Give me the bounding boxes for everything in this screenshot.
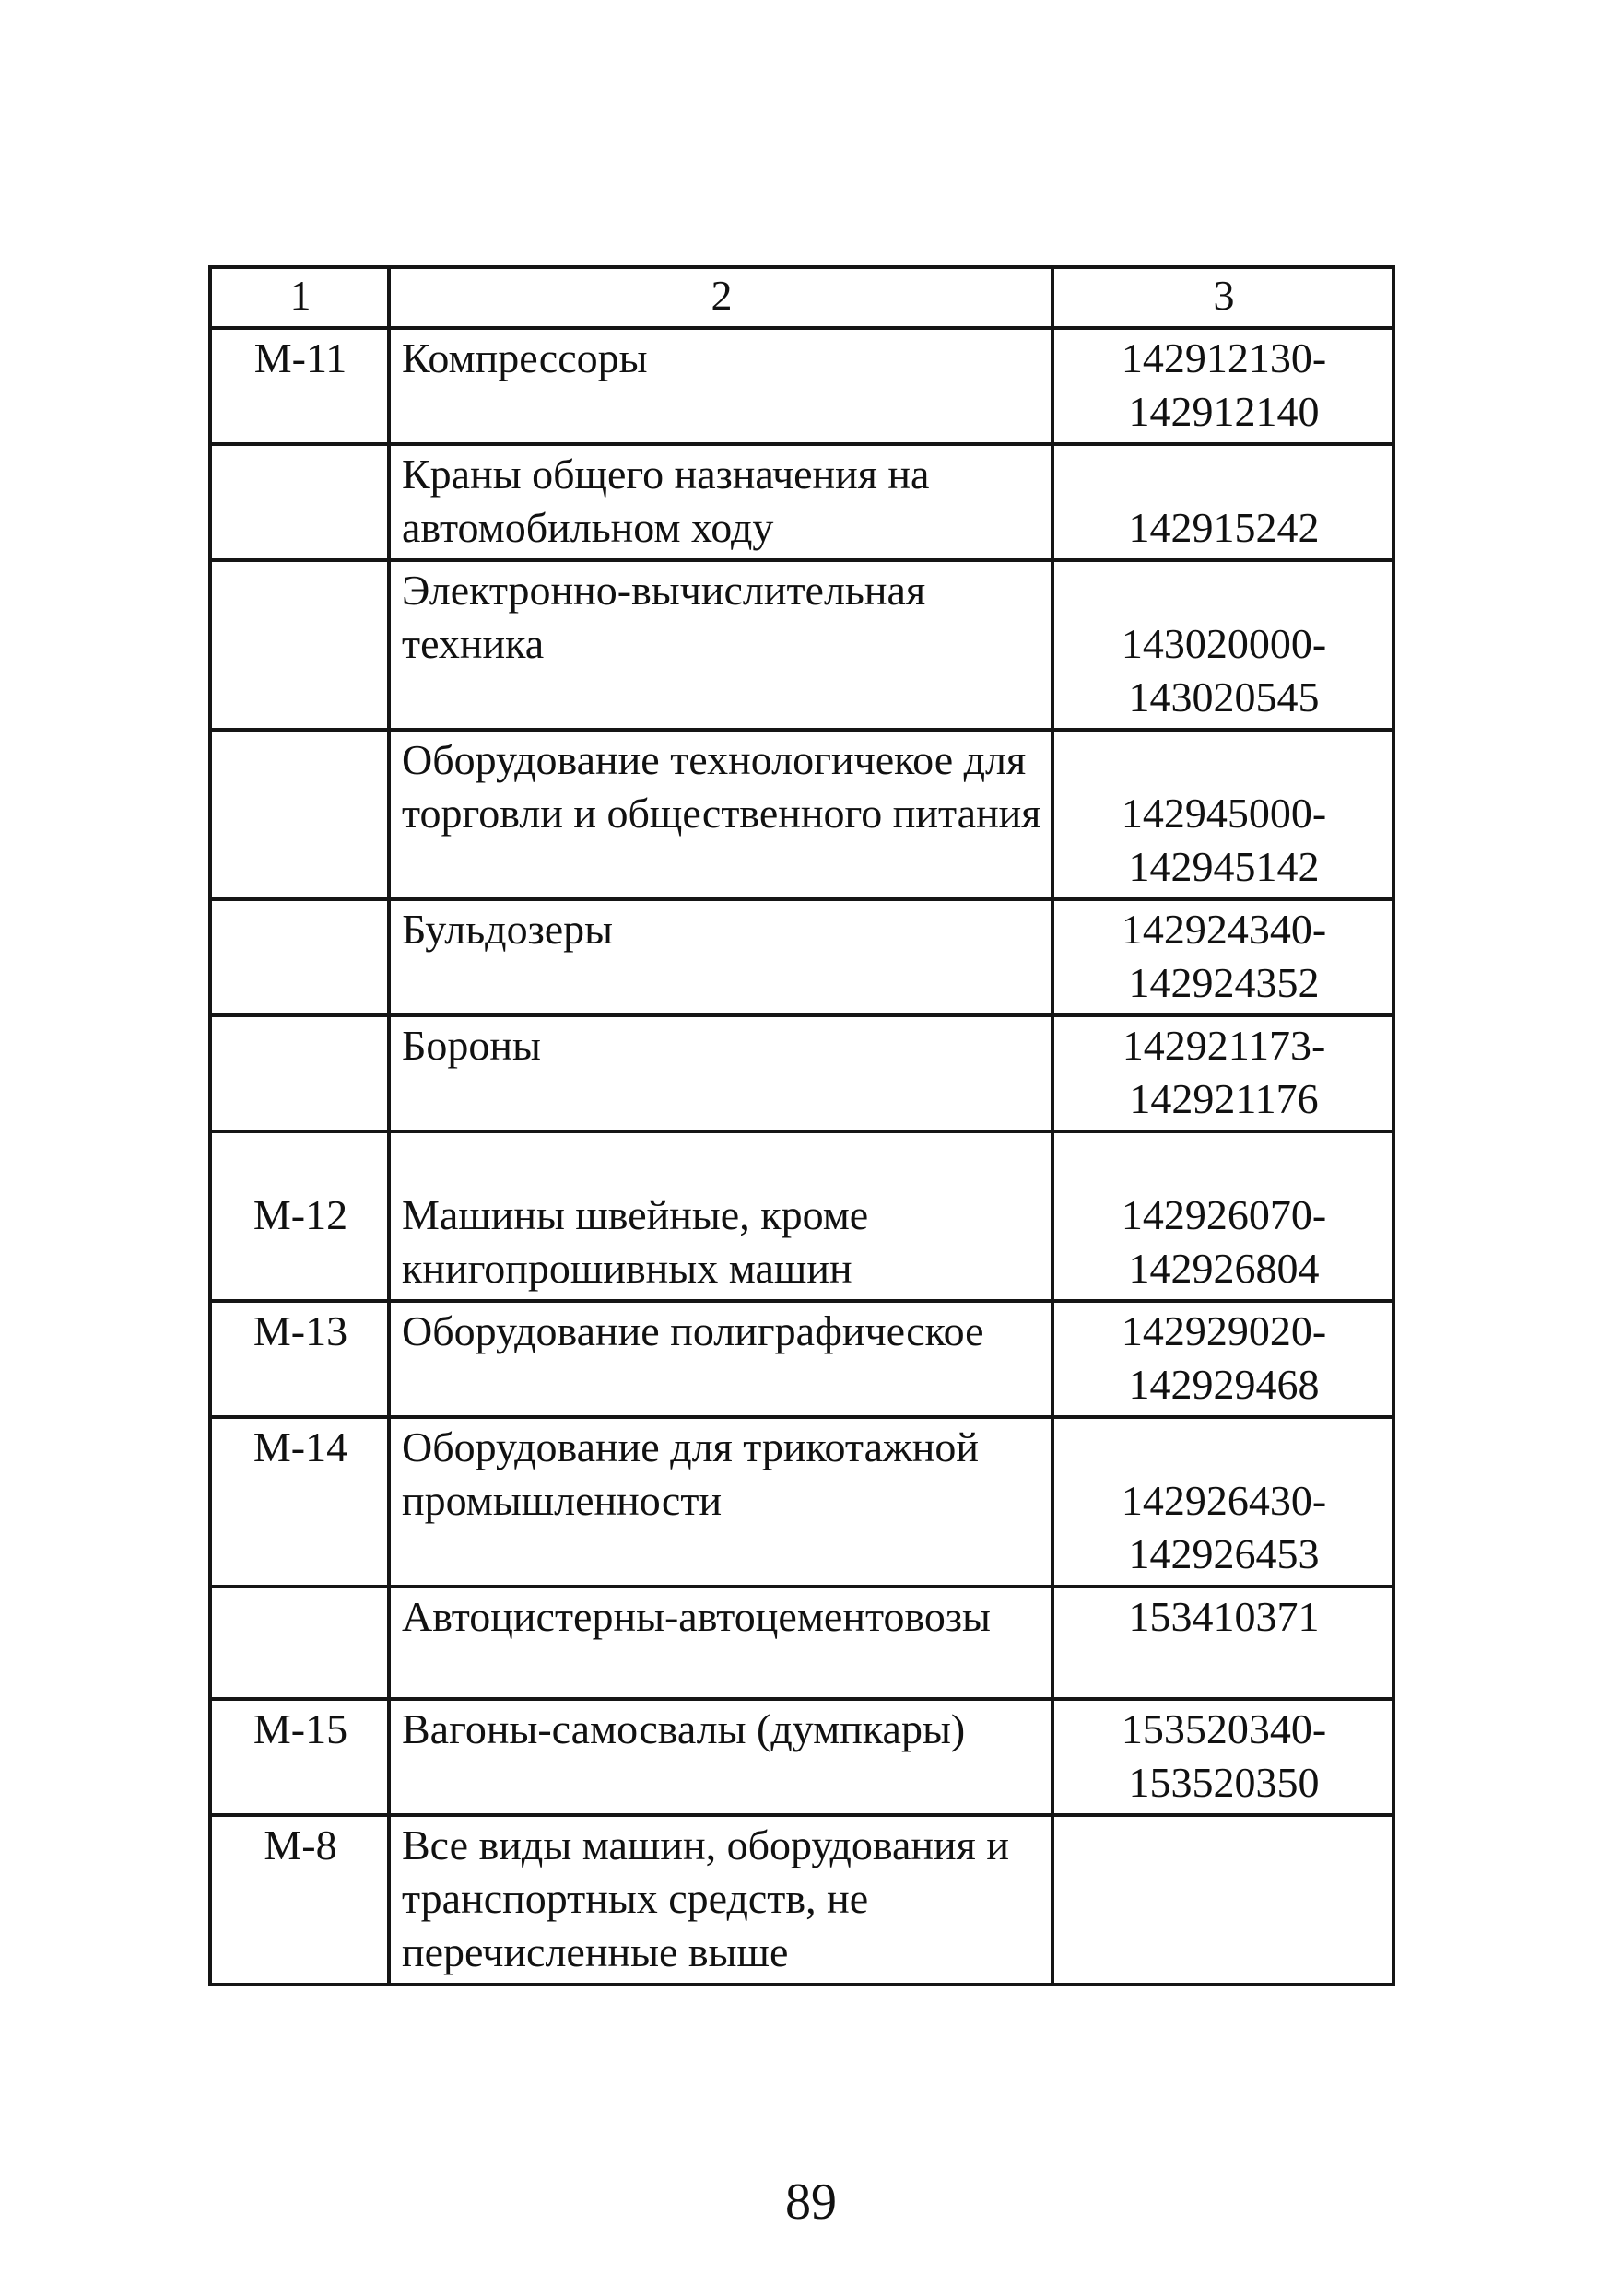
code-line: 153520340- — [1121, 1705, 1327, 1752]
code-line: 142945142 — [1128, 843, 1320, 890]
code-line — [1065, 564, 1382, 617]
code-line: 142924340- — [1121, 906, 1327, 953]
group-code-cell — [210, 1587, 389, 1699]
equipment-name-cell: Все виды машин, оборудования и транспортных средств, не перечисленные выше — [389, 1815, 1052, 1985]
code-line: 142912140 — [1128, 388, 1320, 435]
okof-codes-cell — [1052, 1301, 1393, 1417]
code-line: 142945000- — [1121, 790, 1327, 837]
group-code-cell — [210, 899, 389, 1015]
group-code-cell — [210, 560, 389, 730]
table-row — [210, 1587, 1393, 1699]
group-code-cell: М-11 — [210, 328, 389, 444]
header-col-2: 2 — [389, 267, 1052, 328]
code-line: 142924352 — [1128, 959, 1320, 1006]
table-row — [210, 444, 1393, 560]
okof-codes-cell — [1052, 1015, 1393, 1131]
group-code-cell: М-14 — [210, 1417, 389, 1587]
group-code-cell — [210, 1015, 389, 1131]
page-number: 89 — [785, 2173, 837, 2231]
okof-codes-cell — [1052, 1587, 1393, 1699]
code-line — [1065, 1421, 1382, 1474]
equipment-name-cell: Оборудование для трикотажной промышленности — [389, 1417, 1052, 1587]
okof-code-table — [208, 265, 1395, 1986]
equipment-name-cell: Бульдозеры — [389, 899, 1052, 1015]
code-line: 142921173- — [1122, 1022, 1326, 1069]
group-code-cell: М-15 — [210, 1699, 389, 1815]
okof-codes-cell — [1052, 899, 1393, 1015]
equipment-name-cell: Машины швейные, кроме книгопрошивных машин — [389, 1131, 1052, 1301]
table-row — [210, 560, 1393, 730]
equipment-name-cell: Оборудование полиграфическое — [389, 1301, 1052, 1417]
code-line: 142912130- — [1121, 334, 1327, 381]
table-row — [210, 1015, 1393, 1131]
code-line: 143020000- — [1121, 620, 1327, 667]
okof-codes-cell — [1052, 1131, 1393, 1301]
group-code-cell — [210, 730, 389, 899]
table-row — [210, 1301, 1393, 1417]
code-line: 142926430- — [1121, 1477, 1327, 1524]
code-line: 142921176 — [1129, 1075, 1319, 1122]
table-row — [210, 1815, 1393, 1985]
code-line: 142929468 — [1128, 1361, 1320, 1408]
code-line — [1065, 448, 1382, 501]
table-row — [210, 730, 1393, 899]
equipment-name-cell: Вагоны-самосвалы (думпкары) — [389, 1699, 1052, 1815]
table-row — [210, 1699, 1393, 1815]
okof-codes-cell — [1052, 444, 1393, 560]
equipment-name-cell: Оборудование технологичекое для торговли и общественного питания — [389, 730, 1052, 899]
okof-codes-cell — [1052, 1815, 1393, 1985]
table-row — [210, 1417, 1393, 1587]
code-line: 142915242 — [1128, 504, 1320, 551]
equipment-name-cell: Электронно-вычислительная техника — [389, 560, 1052, 730]
code-line: 143020545 — [1128, 674, 1320, 720]
code-line: 142926070- — [1121, 1191, 1327, 1238]
code-line: 153520350 — [1128, 1759, 1320, 1806]
code-line — [1065, 1819, 1382, 1872]
table-header-row — [210, 267, 1393, 328]
header-col-1: 1 — [210, 267, 389, 328]
equipment-name-cell: Компрессоры — [389, 328, 1052, 444]
equipment-name-cell: Автоцистерны-автоцементовозы — [389, 1587, 1052, 1699]
okof-codes-cell — [1052, 328, 1393, 444]
okof-codes-cell — [1052, 730, 1393, 899]
okof-codes-cell — [1052, 1699, 1393, 1815]
code-line: 142926453 — [1128, 1530, 1320, 1577]
okof-codes-cell — [1052, 560, 1393, 730]
table-row — [210, 899, 1393, 1015]
code-line: 142929020- — [1121, 1307, 1327, 1354]
equipment-name-cell: Бороны — [389, 1015, 1052, 1131]
group-code-cell: М-8 — [210, 1815, 389, 1985]
group-code-cell: М-12 — [210, 1131, 389, 1301]
code-line: 142926804 — [1128, 1245, 1320, 1292]
table-row — [210, 328, 1393, 444]
header-col-3: 3 — [1052, 267, 1393, 328]
equipment-name-cell: Краны общего назначения на автомобильном ходу — [389, 444, 1052, 560]
group-code-cell: М-13 — [210, 1301, 389, 1417]
group-code-cell — [210, 444, 389, 560]
okof-codes-cell — [1052, 1417, 1393, 1587]
code-line — [1065, 733, 1382, 787]
code-line: 153410371 — [1128, 1593, 1320, 1640]
table-row — [210, 1131, 1393, 1301]
